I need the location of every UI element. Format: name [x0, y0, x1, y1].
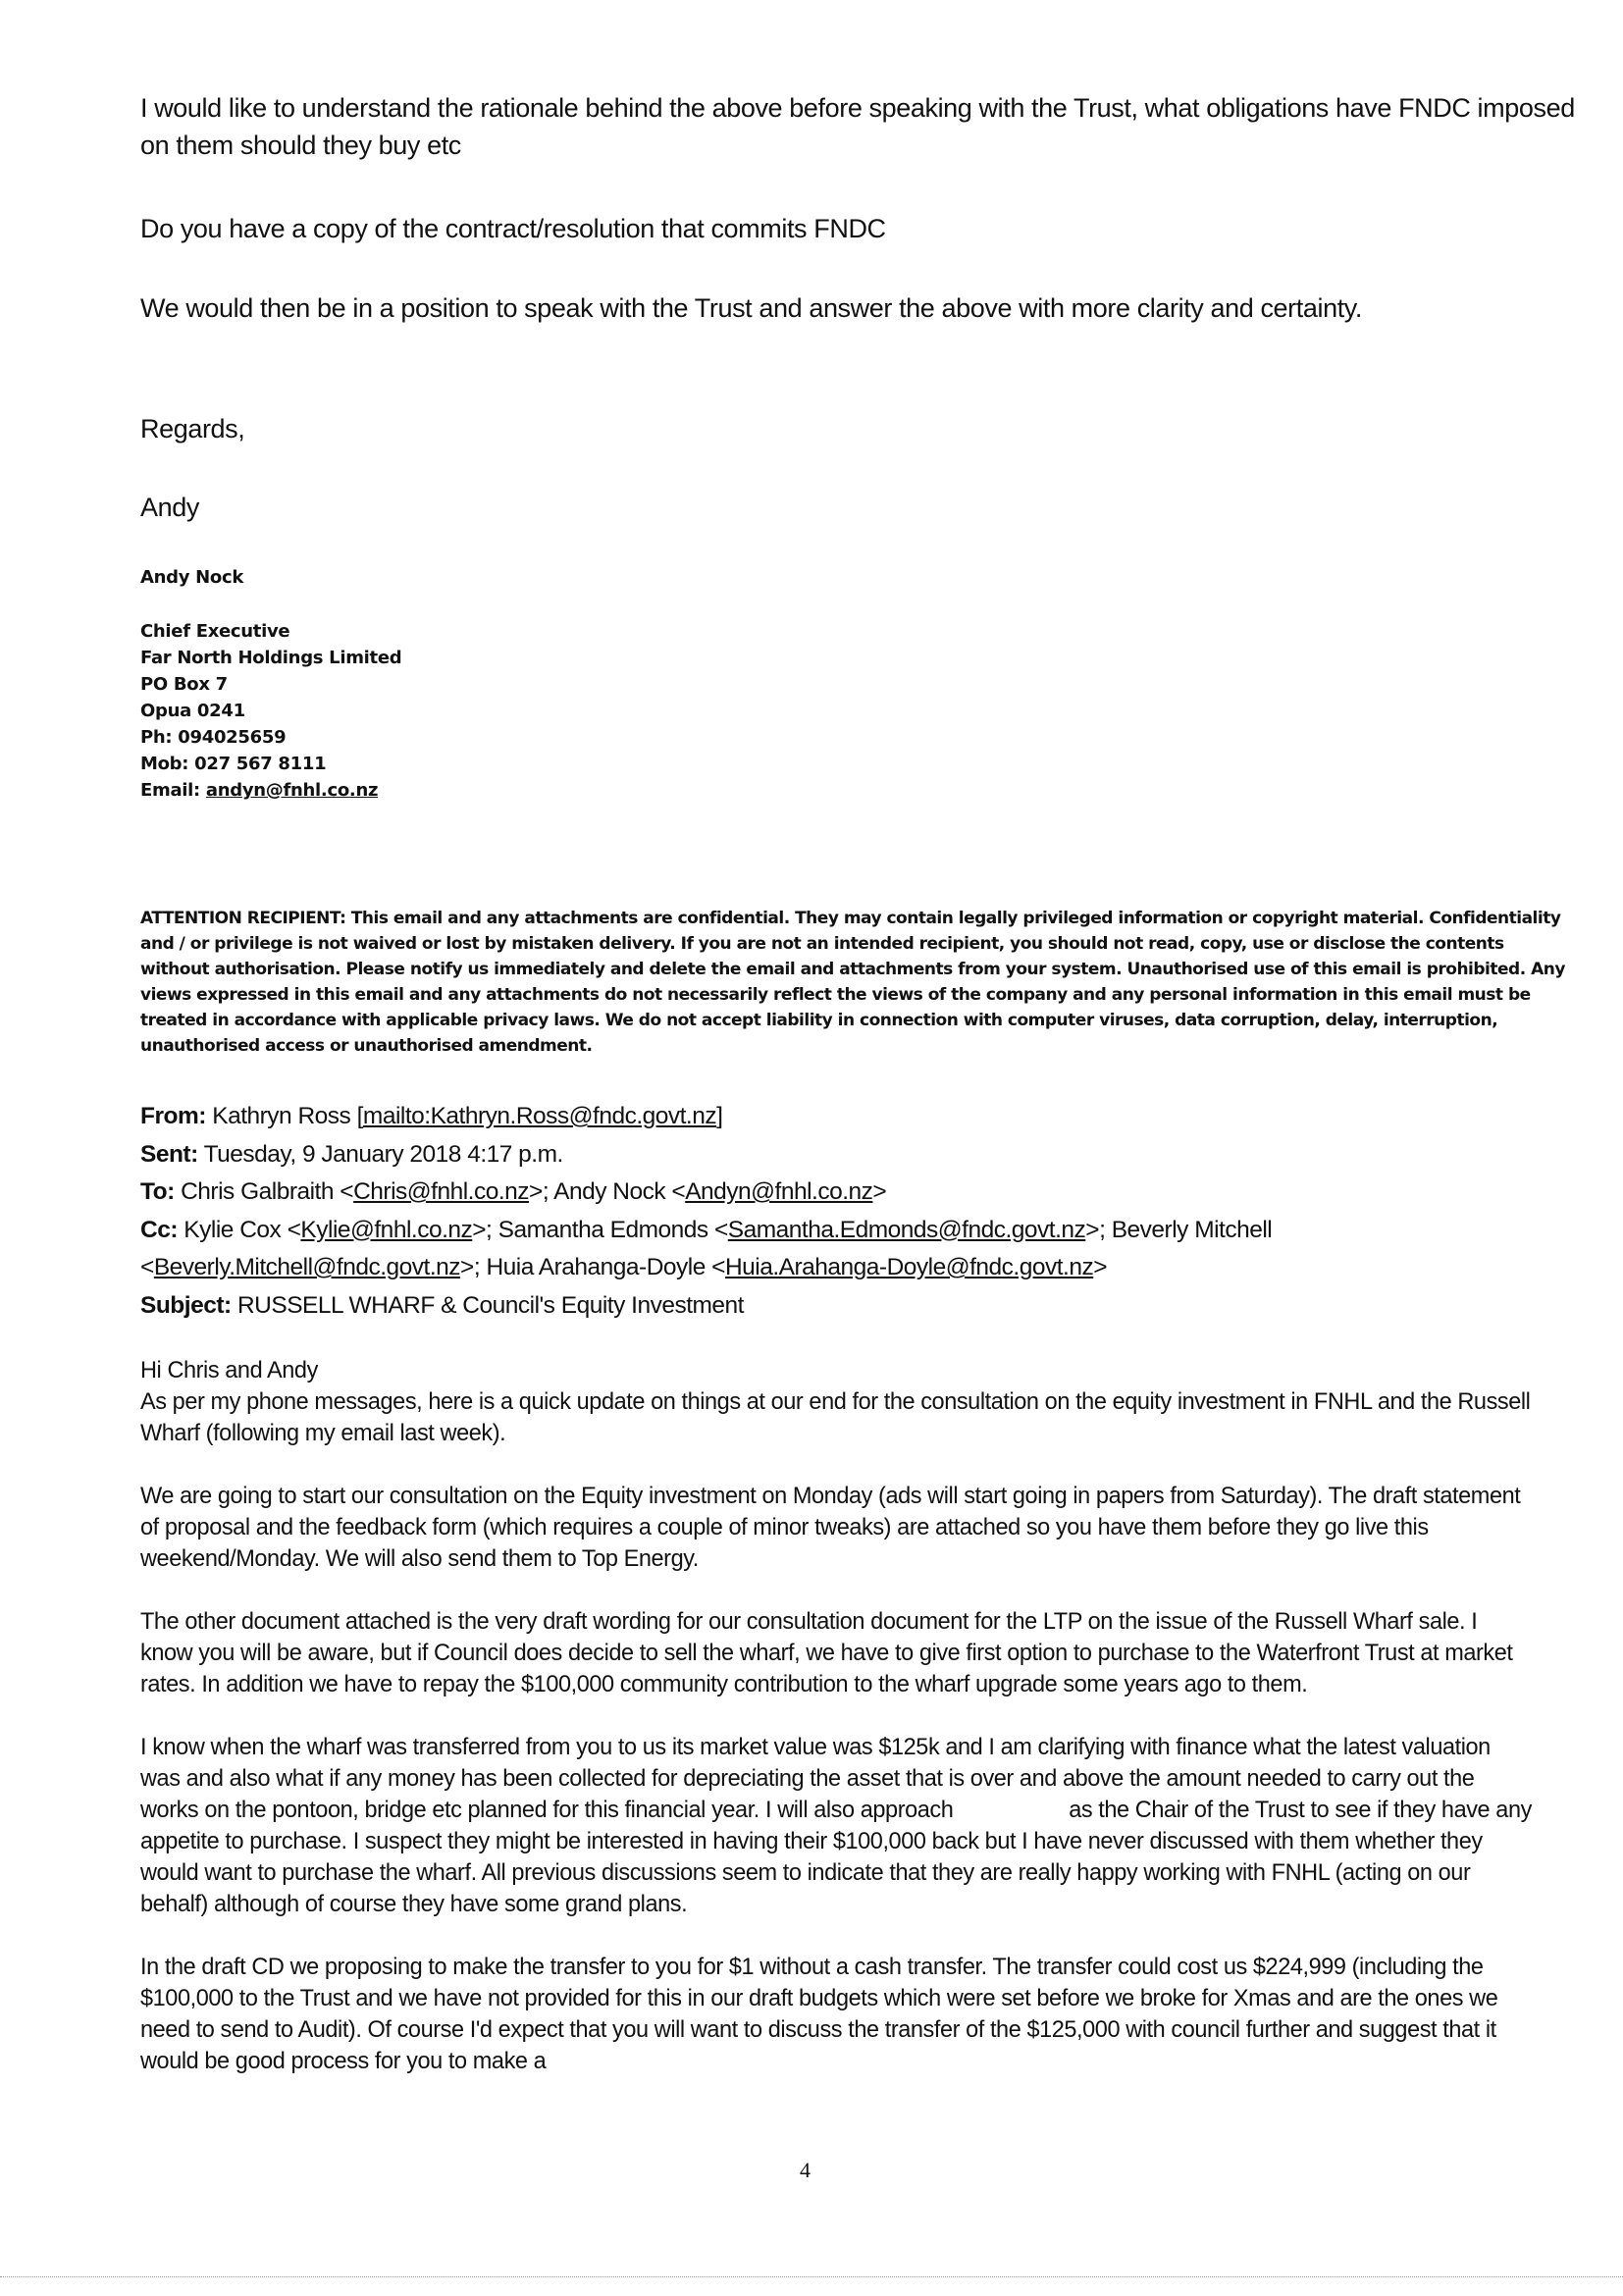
to-label: To: [140, 1178, 175, 1205]
reply-paragraph-clarity: We would then be in a position to speak with the Trust and answer the above with more clarity and certainty. [140, 293, 1362, 323]
cc-recipient-name: Samantha Edmonds [497, 1216, 708, 1243]
header-subject-row [140, 1287, 1593, 1326]
cc-recipient-email[interactable]: Samantha.Edmonds@fndc.govt.nz [727, 1216, 1086, 1243]
page-number: 4 [800, 2158, 811, 2182]
from-label: From: [140, 1103, 206, 1129]
body-paragraph-transfer: In the draft CD we proposing to make the transfer to you for $1 without a cash transfer. The transfer could cost us $224,999 (including the $100,000 to the Trust and we have not provided for this in our draft budgets which were set before we broke for Xmas and are the ones we need to send to Audit). Of course I'd expect that you will want to discuss the transfer of the $125,000 with council further and suggest that it would be good process for you to make a [140, 1954, 1498, 2074]
cc-recipient-name: Huia Arahanga-Doyle [486, 1254, 706, 1280]
body-intro: As per my phone messages, here is a quick update on things at our end for the consultation on the equity investment in FNHL and the Russell Wharf (following my email last week). [140, 1388, 1531, 1446]
body-paragraph-consultation: We are going to start our consultation on the Equity investment on Monday (ads will start going in papers from Saturday). The draft statement of proposal and the feedback form (which requires a couple of minor tweaks) are attached so you have them before they go live this weekend/Monday. We will also send them to Top Energy. [140, 1483, 1521, 1572]
cc-recipient-name: Kylie Cox [183, 1216, 282, 1243]
from-mailto-link[interactable]: mailto:Kathryn.Ross@fndc.govt.nz [362, 1103, 717, 1129]
header-from-row: From: Kathryn Ross [mailto:Kathryn.Ross@fndc.govt.nz] [140, 1103, 723, 1129]
signature-company: Far North Holdings Limited [140, 648, 402, 668]
sent-label: Sent: [140, 1140, 198, 1168]
email-header [140, 1098, 1593, 1325]
email-body [140, 1355, 1535, 2109]
notice-lead: ATTENTION RECIPIENT: [140, 909, 346, 928]
cc-recipient-email[interactable]: Kylie@fnhl.co.nz [300, 1216, 473, 1243]
header-to-row: To: Chris Galbraith <Chris@fnhl.co.nz>; Andy Nock <Andyn@fnhl.co.nz> [140, 1178, 887, 1205]
signature-email-link[interactable]: andyn@fnhl.co.nz [205, 780, 379, 801]
from-name: Kathryn Ross [212, 1103, 351, 1129]
valuation-text-part1: I know when the wharf was transferred from you to us its market value was $125k and I am clarifying with finance what the latest valuation was and also what if any money has been collected for depreciating the asset that is over and above the amount needed to carry out the works on the pontoon, bridge etc planned for this financial year. I will also approach [140, 1734, 1491, 1823]
signature-mobile: Mob: 027 567 8111 [140, 754, 327, 774]
to-recipient-name: Chris Galbraith [181, 1178, 334, 1205]
body-paragraph-wharf-sale: The other document attached is the very draft wording for our consultation document for the LTP on the issue of the Russell Wharf sale. I know you will be aware, but if Council does decide to sell the wharf, we have to give first option to purchase to the Waterfront Trust at market rates. In addition we have to repay the $100,000 community contribution to the wharf upgrade some years ago to them. [140, 1608, 1513, 1697]
reply-paragraph-rationale: I would like to understand the rationale behind the above before speaking with the Trust, what obligations have FNDC imposed on them should they buy etc [140, 93, 1575, 160]
header-sent-row [140, 1136, 1593, 1174]
reply-closing: Regards, [140, 414, 245, 444]
sent-date: Tuesday, 9 January 2018 4:17 p.m. [203, 1140, 563, 1168]
cc-recipient-name: Beverly Mitchell [1111, 1216, 1273, 1243]
cc-recipient-email[interactable]: Beverly.Mitchell@fndc.govt.nz [153, 1254, 461, 1280]
to-recipient-email[interactable]: Chris@fnhl.co.nz [353, 1178, 530, 1205]
signature-email-label: Email: [140, 780, 200, 801]
header-cc-row: Cc: Kylie Cox <Kylie@fnhl.co.nz>; Samantha Edmonds <Samantha.Edmonds@fndc.govt.nz>; Beverly Mitchell <Beverly.Mitchell@fndc.govt.nz>; Huia Arahanga-Doyle <Huia.Arahanga-Doyle@fndc.govt.nz> [140, 1216, 1273, 1280]
signature-block [140, 618, 401, 804]
notice-text: This email and any attachments are confidential. They may contain legally privileged information or copyright material. Confidentiality and / or privilege is not waived or lost by mistaken delivery. If you are not an intended recipient, you should not read, copy, use or disclose the contents without authorisation. Please notify us immediately and delete the email and attachments from your system. Unauthorised use of this email is prohibited. Any views expressed in this email and any attachments do not necessarily reflect the views of the company and any personal information in this email must be treated in accordance with applicable privacy laws. We do not accept liability in connection with computer viruses, data corruption, delay, interruption, unauthorised access or unauthorised amendment. [140, 909, 1565, 1056]
signature-city: Opua 0241 [140, 701, 245, 721]
signature-email-row [140, 777, 401, 804]
signature-name: Andy Nock [140, 567, 244, 588]
body-paragraph-valuation [140, 1732, 1535, 1920]
reply-paragraph-contract: Do you have a copy of the contract/resolution that commits FNDC [140, 214, 886, 243]
reply-signoff: Andy [140, 493, 199, 522]
subject-text: RUSSELL WHARF & Council's Equity Investment [236, 1291, 744, 1319]
valuation-text-part2: as the Chair of the Trust to see if they have any appetite to purchase. I suspect they might be interested in having their $100,000 back but I have never discussed with them whether they would want to purchase the wharf. All previous discussions seem to indicate that they are really happy working with FNHL (acting on our behalf) although of course they have some grand plans. [140, 1797, 1532, 1917]
signature-phone: Ph: 094025659 [140, 727, 287, 748]
to-recipient-email[interactable]: Andyn@fnhl.co.nz [685, 1178, 873, 1205]
cc-label: Cc: [140, 1216, 178, 1243]
signature-po-box: PO Box 7 [140, 674, 228, 695]
body-greeting: Hi Chris and Andy [140, 1357, 318, 1383]
cc-recipient-email[interactable]: Huia.Arahanga-Doyle@fndc.govt.nz [724, 1254, 1094, 1280]
confidentiality-notice [140, 906, 1578, 1059]
scan-edge-divider [0, 2276, 1623, 2277]
subject-label: Subject: [140, 1291, 232, 1319]
signature-title: Chief Executive [140, 621, 290, 642]
to-recipient-name: Andy Nock [553, 1178, 666, 1205]
